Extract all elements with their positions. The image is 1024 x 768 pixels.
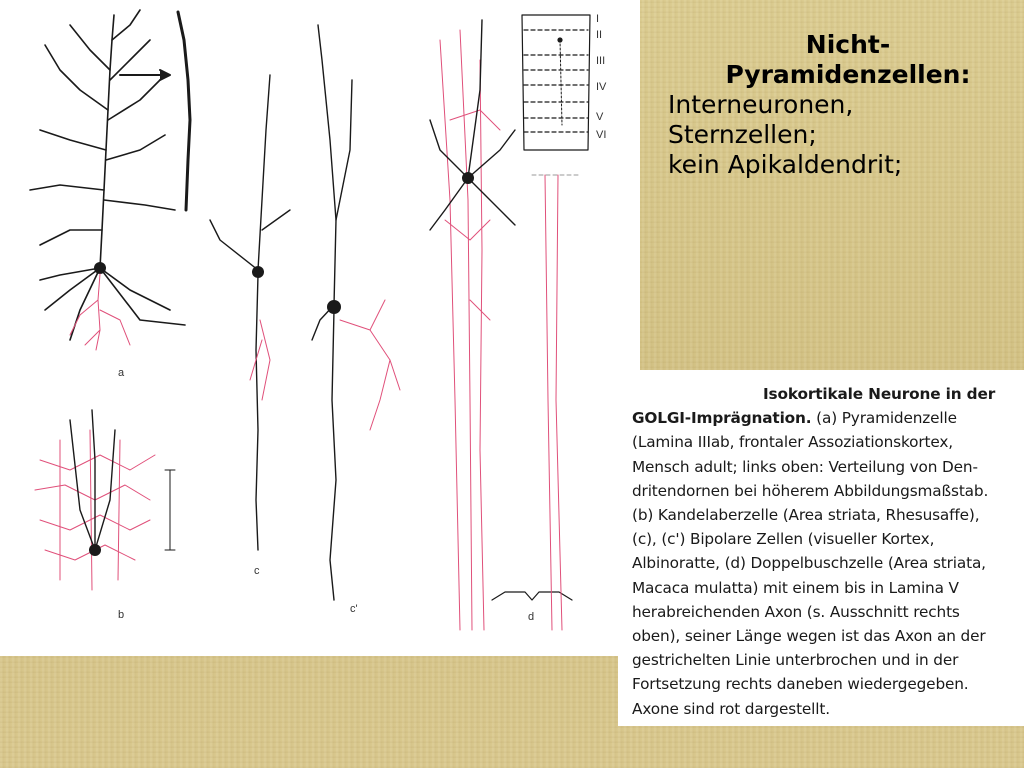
label-a: a xyxy=(118,367,125,379)
caption-line-4: (b) Kandelaberzelle (Area striata, Rhesusaffe), xyxy=(632,506,980,525)
lamina-inset xyxy=(522,15,590,150)
caption-line-2: Mensch adult; links oben: Verteilung von Den- xyxy=(632,457,978,476)
spine-detail xyxy=(178,12,190,210)
lamina-IV: IV xyxy=(596,81,607,93)
scale-bar xyxy=(165,470,175,550)
heading-line-1: Interneuronen, xyxy=(668,90,854,119)
label-c-prime: c' xyxy=(350,603,358,615)
caption-title-2: GOLGI-Imprägnation. xyxy=(632,409,812,428)
caption-title: Isokortikale Neurone in der xyxy=(763,385,996,403)
soma-d xyxy=(462,172,474,184)
caption-line-10: gestrichelten Linie unterbrochen und in der xyxy=(632,651,959,670)
label-d: d xyxy=(528,611,535,623)
arrow-head xyxy=(160,70,170,80)
soma-b xyxy=(89,544,101,556)
soma-c-prime xyxy=(327,300,341,314)
label-c: c xyxy=(254,565,260,577)
lamina-II: II xyxy=(596,29,603,41)
caption-line-11: Fortsetzung rechts daneben wiedergegeben. xyxy=(632,675,969,694)
double-bouquet-cell-d xyxy=(440,30,500,630)
pyramidal-cell-a xyxy=(30,10,185,340)
caption-line-0 xyxy=(632,406,1020,430)
caption-line-12: Axone sind rot dargestellt. xyxy=(632,699,830,718)
lamina-V: V xyxy=(596,111,604,123)
caption-panel xyxy=(618,370,1024,726)
caption-line-5: (c), (c') Bipolare Zellen (visueller Kortex, xyxy=(632,530,935,549)
soma-a xyxy=(94,262,106,274)
lamina-I: I xyxy=(596,13,600,25)
axon-continuation-1 xyxy=(545,175,552,630)
axon-continuation-2 xyxy=(556,175,562,630)
caption-line-3: dritendornen bei höherem Abbildungsmaßstab. xyxy=(632,481,989,500)
soma-c xyxy=(252,266,264,278)
heading-line-2: Sternzellen; xyxy=(668,120,817,149)
bracket-d xyxy=(492,592,572,600)
heading-lines xyxy=(668,90,1008,180)
label-b: b xyxy=(118,609,125,621)
caption-line-1: (Lamina IIIab, frontaler Assoziationskortex, xyxy=(632,433,953,452)
caption-line-9: oben), seiner Länge wegen ist das Axon an der xyxy=(632,627,986,646)
caption-line-0-text: (a) Pyramidenzelle xyxy=(816,409,957,428)
slide-heading xyxy=(668,30,1008,180)
lamina-III: III xyxy=(596,55,606,67)
scale-bar-label: 100 µm xyxy=(178,504,215,516)
lamina-VI: VI xyxy=(596,129,607,141)
bipolar-cell-c xyxy=(210,75,290,550)
caption-line-7: Macaca mulatta) mit einem bis in Lamina V xyxy=(632,578,959,597)
caption-line-8: herabreichenden Axon (s. Ausschnitt rechts xyxy=(632,602,960,621)
heading-line-3: kein Apikaldendrit; xyxy=(668,150,903,179)
heading-title: Nicht-Pyramidenzellen: xyxy=(725,30,971,89)
caption-line-6: Albinoratte, (d) Doppelbuschzelle (Area striata, xyxy=(632,554,986,573)
caption-text xyxy=(632,382,1020,721)
